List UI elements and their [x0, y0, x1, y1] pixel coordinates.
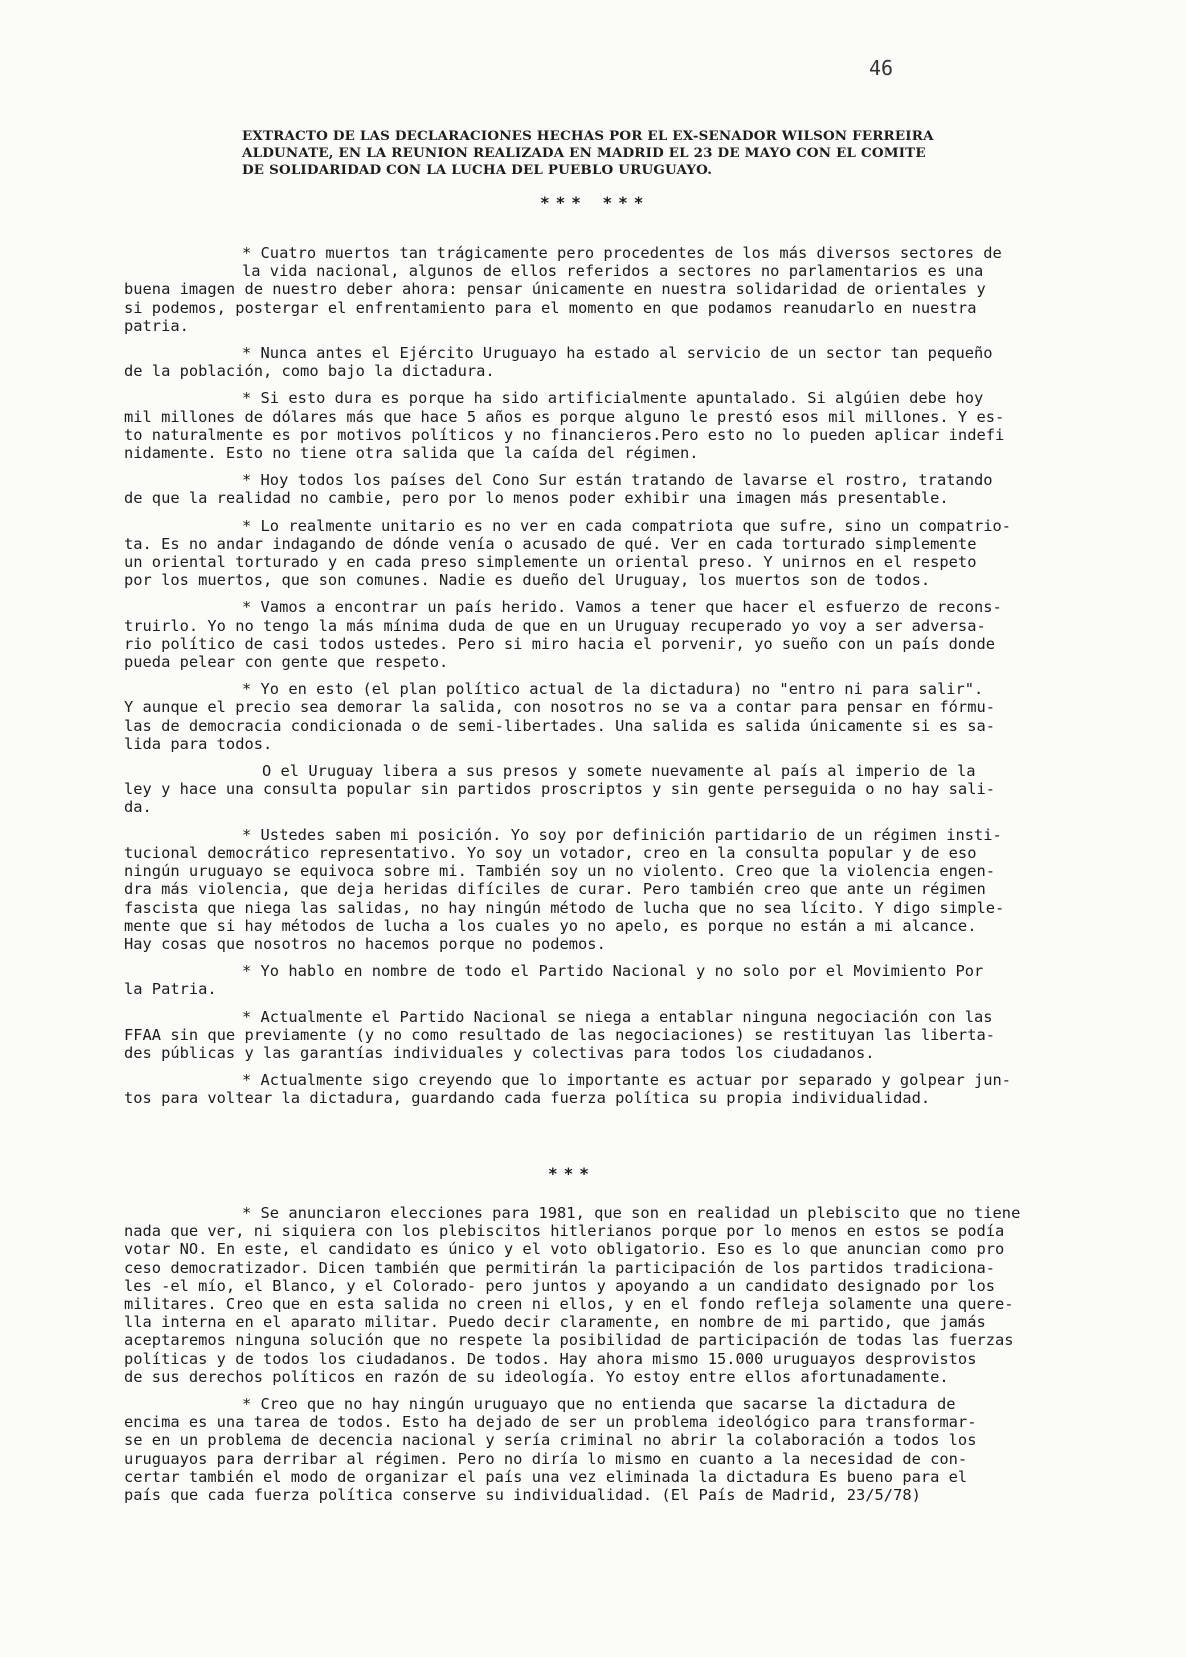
- statement-paragraph: [124, 244, 1064, 335]
- text-line: * Si esto dura es porque ha sido artificialmente apuntalado. Si algúien debe hoy: [242, 389, 984, 408]
- text-line: * Hoy todos los países del Cono Sur están tratando de lavarse el rostro, tratando: [242, 471, 993, 490]
- text-line: la vida nacional, algunos de ellos referidos a sectores no parlamentarios es una: [242, 262, 984, 281]
- text-line: FFAA sin que previamente (y no como resultado de las negociaciones) se restituyan las liberta-: [124, 1025, 995, 1044]
- text-line: certar también el modo de organizar el país una vez eliminada la dictadura Es bueno para el: [124, 1467, 968, 1486]
- statement-paragraph: [124, 680, 1064, 753]
- text-line: * Cuatro muertos tan trágicamente pero procedentes de los más diversos sectores de: [242, 244, 1002, 262]
- heading-line: DE SOLIDARIDAD CON LA LUCHA DEL PUEBLO URUGUAYO.: [242, 162, 713, 178]
- statement-paragraph: [124, 389, 1064, 462]
- text-line: aceptaremos ninguna solución que no respete la posibilidad de participación de todas las fuerzas: [124, 1331, 1014, 1350]
- text-line: * Actualmente el Partido Nacional se niega a entablar ninguna negociación con las: [242, 1007, 993, 1026]
- text-line: des públicas y las garantías individuales y colectivas para todos los ciudadanos.: [124, 1043, 875, 1062]
- text-line: ta. Es no andar indagando de dónde venía o acusado de qué. Ver en cada torturado simplemente: [124, 534, 977, 553]
- text-line: * Yo hablo en nombre de todo el Partido Nacional y no solo por el Movimiento Por: [242, 962, 984, 981]
- document-heading: [242, 128, 982, 179]
- text-line: Hay cosas que nosotros no hacemos porque no podemos.: [124, 934, 606, 953]
- text-line: de que la realidad no cambie, pero por lo menos poder exhibir una imagen más presentable.: [124, 489, 949, 508]
- text-line: * Lo realmente unitario es no ver en cada compatriota que sufre, sino un compatrio-: [242, 516, 1012, 535]
- statement-paragraph: [124, 517, 1064, 590]
- separator-stars: ***: [548, 1164, 595, 1183]
- statements-section-1: [124, 244, 1064, 1117]
- text-line: Y aunque el precio sea demorar la salida, con nosotros no se va a contar para pensar en fórmu-: [124, 698, 995, 717]
- text-line: * Actualmente sigo creyendo que lo importante es actuar por separado y golpear jun-: [242, 1071, 1012, 1090]
- text-line: políticas y de todos los ciudadanos. De todos. Hay ahora mismo 15.000 uruguayos desprovistos: [124, 1349, 977, 1368]
- text-line: * Creo que no hay ningún uruguayo que no entienda que sacarse la dictadura de: [242, 1395, 956, 1414]
- text-line: un oriental torturado y en cada preso simplemente un oriental preso. Y unirnos en el respeto: [124, 553, 977, 572]
- text-line: país que cada fuerza política conserve su individualidad. (El País de Madrid, 23/5/78): [124, 1486, 921, 1505]
- statement-paragraph: [124, 1204, 1064, 1386]
- statement-paragraph: [124, 1071, 1064, 1107]
- text-line: * Nunca antes el Ejército Uruguayo ha estado al servicio de un sector tan pequeño: [242, 344, 993, 363]
- text-line: patria.: [124, 316, 189, 335]
- text-line: mente que si hay métodos de lucha a los cuales yo no apelo, es porque no están a mi alcance.: [124, 916, 977, 935]
- text-line: de sus derechos políticos en razón de su ideología. Yo estoy entre ellos afortunadamente.: [124, 1367, 949, 1386]
- text-line: las de democracia condicionada o de semi-libertades. Una salida es salida únicamente si es sa-: [124, 716, 995, 735]
- text-line: les -el mío, el Blanco, y el Colorado- pero juntos y apoyando a un candidato designado por los: [124, 1276, 995, 1295]
- text-line: * Se anunciaron elecciones para 1981, que son en realidad un plebiscito que no tiene: [242, 1204, 1021, 1222]
- text-line: ningún uruguayo se equivoca sobre mi. También soy un no violento. Creo que la violencia engen-: [124, 862, 995, 881]
- statement-paragraph: [124, 344, 1064, 380]
- text-line: lida para todos.: [124, 734, 273, 753]
- text-line: nidamente. Esto no tiene otra salida que la caída del régimen.: [124, 444, 699, 463]
- heading-line: EXTRACTO DE LAS DECLARACIONES HECHAS POR EL EX-SENADOR WILSON FERREIRA: [242, 128, 934, 144]
- text-line: truirlo. Yo no tengo la más mínima duda de que en un Uruguay recuperado yo voy a ser adversa-: [124, 616, 986, 635]
- text-line: dra más violencia, que deja heridas difíciles de curar. Pero también creo que ante un régimen: [124, 880, 986, 899]
- text-line: uruguayos para derribar al régimen. Pero no diría lo mismo en cuanto a la necesidad de con-: [124, 1449, 968, 1468]
- statements-section-2: [124, 1204, 1064, 1513]
- text-line: por los muertos, que son comunes. Nadie es dueño del Uruguay, los muertos son de todos.: [124, 571, 931, 590]
- statement-paragraph: [124, 762, 1064, 817]
- statement-paragraph: [124, 1008, 1064, 1063]
- statement-paragraph: [124, 1395, 1064, 1504]
- text-line: fascista que niega las salidas, no hay ningún método de lucha que no sea lícito. Y digo simple-: [124, 898, 1005, 917]
- text-line: O el Uruguay libera a sus presos y somete nuevamente al país al imperio de la: [262, 762, 976, 781]
- statement-paragraph: [124, 598, 1064, 671]
- page-number: 46: [869, 56, 894, 80]
- text-line: militares. Creo que en esta salida no creen ni ellos, y en el fondo refleja solamente una quere-: [124, 1295, 1014, 1314]
- text-line: si podemos, postergar el enfrentamiento para el momento en que podamos reanudarlo en nuestra: [124, 298, 977, 317]
- text-line: la Patria.: [124, 980, 217, 999]
- text-line: se en un problema de decencia nacional y sería criminal no abrir la colaboración a todos los: [124, 1431, 977, 1450]
- text-line: to naturalmente es por motivos políticos y no financieros.Pero esto no lo pueden aplicar indefi: [124, 425, 1005, 444]
- text-line: encima es una tarea de todos. Esto ha dejado de ser un problema ideológico para transformar-: [124, 1413, 977, 1432]
- statement-paragraph: [124, 471, 1064, 507]
- text-line: tucional democrático representativo. Yo soy un votador, creo en la consulta popular y de eso: [124, 843, 977, 862]
- separator-stars: *** ***: [540, 193, 650, 212]
- text-line: rio político de casi todos ustedes. Pero si miro hacia el porvenir, yo sueño con un país donde: [124, 634, 995, 653]
- text-line: * Vamos a encontrar un país herido. Vamos a tener que hacer el esfuerzo de recons-: [242, 598, 1002, 617]
- heading-line: ALDUNATE, EN LA REUNION REALIZADA EN MADRID EL 23 DE MAYO CON EL COMITE: [242, 145, 926, 161]
- text-line: * Yo en esto (el plan político actual de la dictadura) no "entro ni para salir".: [242, 680, 984, 699]
- statement-paragraph: [124, 826, 1064, 953]
- text-line: mil millones de dólares más que hace 5 años es porque alguno le prestó esos mil millones. Y es-: [124, 407, 1005, 426]
- text-line: da.: [124, 798, 152, 817]
- text-line: tos para voltear la dictadura, guardando cada fuerza política su propia individualidad.: [124, 1089, 931, 1108]
- text-line: lla interna en el aparato militar. Puedo decir claramente, en nombre de mi partido, que jamás: [124, 1313, 986, 1332]
- text-line: votar NO. En este, el candidato es único y el voto obligatorio. Eso es lo que anuncian como pro: [124, 1240, 1005, 1259]
- text-line: buena imagen de nuestro deber ahora: pensar únicamente en nuestra solidaridad de orientales y: [124, 280, 986, 299]
- text-line: de la población, como bajo la dictadura.: [124, 362, 495, 381]
- statement-paragraph: [124, 962, 1064, 998]
- text-line: pueda pelear con gente que respeto.: [124, 653, 449, 672]
- text-line: nada que ver, ni siquiera con los plebiscitos hitlerianos porque por lo menos en estos se podía: [124, 1222, 1005, 1241]
- text-line: * Ustedes saben mi posición. Yo soy por definición partidario de un régimen insti-: [242, 825, 1002, 844]
- text-line: ley y hace una consulta popular sin partidos proscriptos y sin gente perseguida o no hay sali-: [124, 780, 995, 799]
- text-line: ceso democratizador. Dicen también que permitirán la participación de los partidos tradiciona-: [124, 1258, 995, 1277]
